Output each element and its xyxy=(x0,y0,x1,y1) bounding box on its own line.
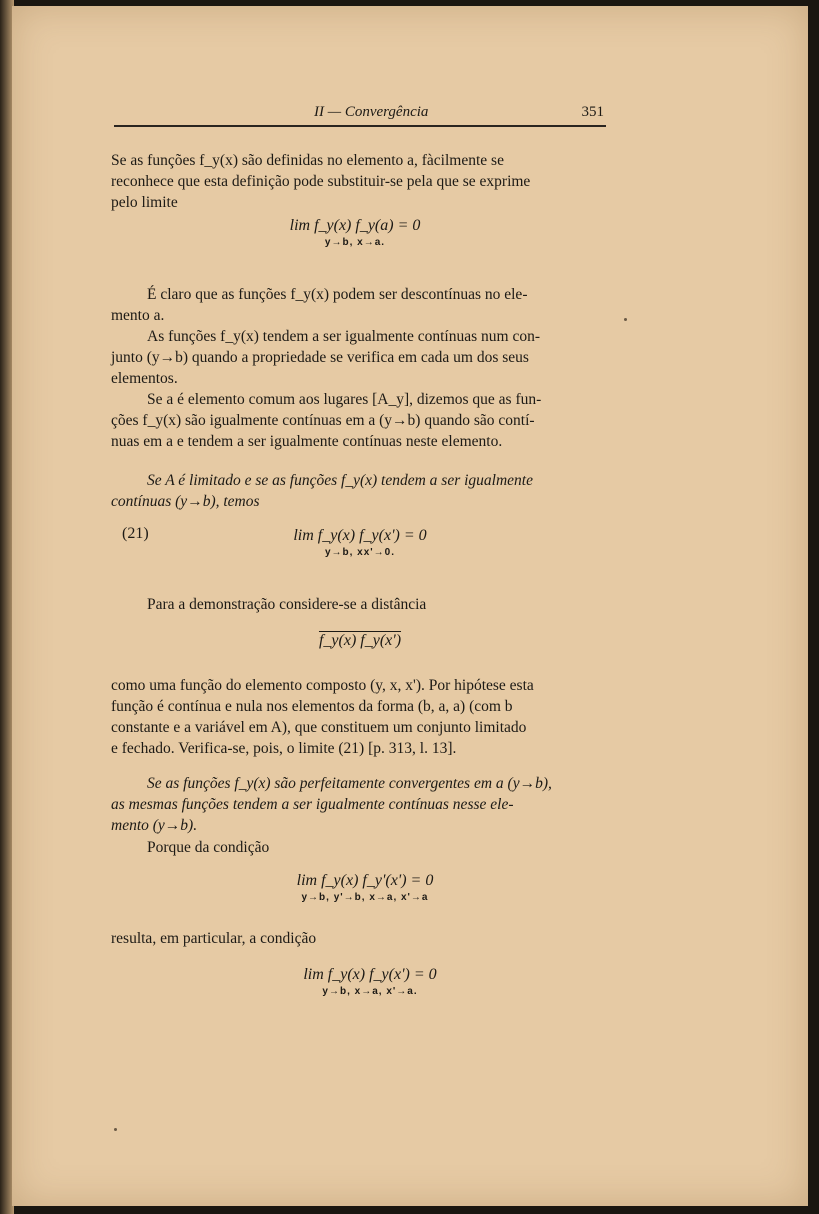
equation-condition xyxy=(270,872,460,903)
equation-particular-subscript: y→b, x→a, x'→a. xyxy=(322,986,418,997)
equation-number-21: (21) xyxy=(122,525,149,542)
text-line: Se as funções f_y(x) são definidas no elemento a, fàcilmente se xyxy=(111,152,504,169)
text-line: resulta, em particular, a condição xyxy=(111,930,317,947)
equation-1 xyxy=(260,217,450,248)
header-rule xyxy=(114,125,606,127)
text-line: Se as funções f_y(x) são perfeitamente convergentes em a (y→b), xyxy=(147,775,552,792)
paragraph-9 xyxy=(111,837,605,858)
text-line: junto (y→b) quando a propriedade se verifica em cada um dos seus xyxy=(111,349,529,366)
text-line: As funções f_y(x) tendem a ser igualmente contínuas num con- xyxy=(147,328,540,345)
text-line: função é contínua e nula nos elementos da forma (b, a, a) (com b xyxy=(111,698,513,715)
equation-21 xyxy=(270,527,450,558)
equation-distance xyxy=(300,632,420,650)
paper-speck xyxy=(114,1128,117,1131)
text-line: É claro que as funções f_y(x) podem ser descontínuas no ele- xyxy=(147,286,528,303)
equation-particular-body: lim f_y(x) f_y(x') = 0 xyxy=(303,966,437,983)
theorem-statement-2 xyxy=(111,773,605,836)
text-line: mento a. xyxy=(111,307,165,324)
equation-condition-subscript: y→b, y'→b, x→a, x'→a xyxy=(301,892,429,903)
page-number: 351 xyxy=(581,104,604,120)
equation-particular xyxy=(280,966,460,997)
text-line: Porque da condição xyxy=(147,839,270,856)
text-line: Se A é limitado e se as funções f_y(x) tendem a ser igualmente xyxy=(147,472,533,489)
equation-distance-body: f_y(x) f_y(x') xyxy=(318,632,402,649)
paragraph-7 xyxy=(111,675,605,759)
text-line: elementos. xyxy=(111,370,178,387)
text-line: constante e a variável em A), que constituem um conjunto limitado xyxy=(111,719,527,736)
paragraph-4 xyxy=(111,389,605,452)
equation-1-subscript: y→b, x→a. xyxy=(324,237,386,248)
text-line: reconhece que esta definição pode substituir-se pela que se exprime xyxy=(111,173,531,190)
running-header xyxy=(114,104,604,124)
equation-condition-body: lim f_y(x) f_y'(x') = 0 xyxy=(296,872,434,889)
theorem-statement xyxy=(111,470,605,512)
paragraph-10 xyxy=(111,928,605,949)
paragraph-3 xyxy=(111,326,605,389)
text-line: e fechado. Verifica-se, pois, o limite (21) [p. 313, l. 13]. xyxy=(111,740,457,757)
header-title: II — Convergência xyxy=(314,104,429,120)
paragraph-2 xyxy=(111,284,605,326)
text-line: Para a demonstração considere-se a distância xyxy=(147,596,427,613)
equation-21-body: lim f_y(x) f_y(x') = 0 xyxy=(293,527,427,544)
text-line: nuas em a e tendem a ser igualmente contínuas neste elemento. xyxy=(111,433,503,450)
text-line: pelo limite xyxy=(111,194,178,211)
text-line: contínuas (y→b), temos xyxy=(111,493,260,510)
paragraph-1 xyxy=(111,150,605,213)
equation-21-subscript: y→b, xx'→0. xyxy=(324,547,396,558)
text-line: mento (y→b). xyxy=(111,817,198,834)
text-line: as mesmas funções tendem a ser igualmente contínuas nesse ele- xyxy=(111,796,514,813)
paper-speck xyxy=(624,318,627,321)
equation-1-body: lim f_y(x) f_y(a) = 0 xyxy=(289,217,421,234)
text-line: como uma função do elemento composto (y, x, x'). Por hipótese esta xyxy=(111,677,534,694)
paragraph-6 xyxy=(111,594,605,615)
text-line: Se a é elemento comum aos lugares [A_y], dizemos que as fun- xyxy=(147,391,542,408)
text-line: ções f_y(x) são igualmente contínuas em a (y→b) quando são contí- xyxy=(111,412,535,429)
